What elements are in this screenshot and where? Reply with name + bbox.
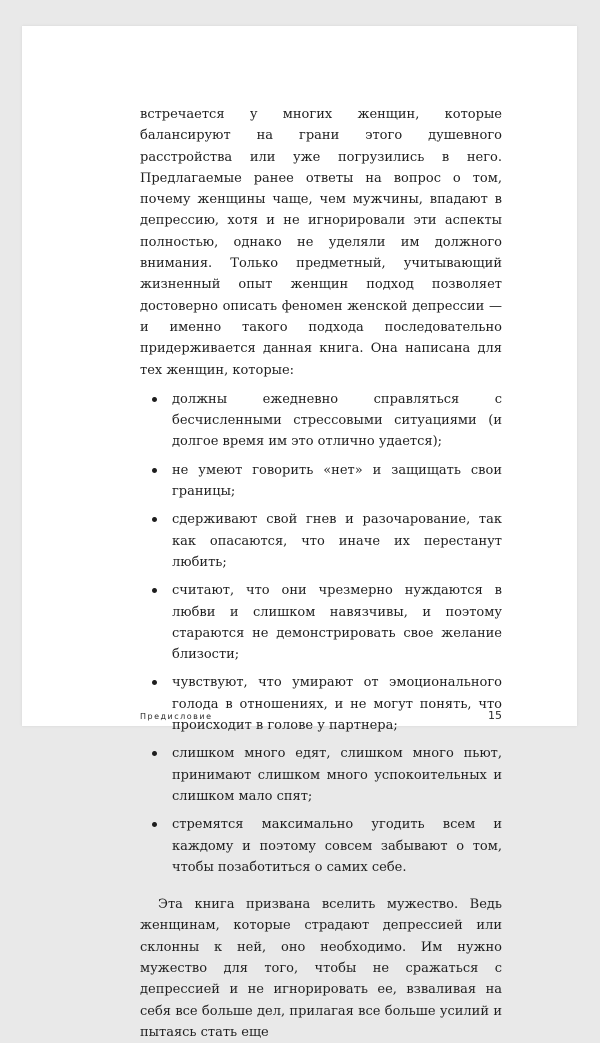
list-item xyxy=(140,509,502,573)
page-body xyxy=(140,104,502,1043)
list-item xyxy=(140,460,502,503)
list-item xyxy=(140,672,502,736)
running-footer-title: Предисловие xyxy=(140,712,213,721)
bullet-icon xyxy=(152,822,157,827)
list-item-text: считают, что они чрезмерно нуждаются в любви и слишком навязчивы, и поэтому стараются не демонстрировать свое желание близости; xyxy=(172,583,502,663)
list-item xyxy=(140,389,502,453)
list-item-text: стремятся максимально угодить всем и каждому и поэтому совсем забывают о том, чтобы позаботиться о самих себе. xyxy=(172,817,502,875)
bullet-icon xyxy=(152,751,157,756)
paragraph-2: Эта книга призвана вселить мужество. Ведь женщинам, которые страдают депрессией или склонны к ней, оно необходимо. Им нужно мужество для того, чтобы не сражаться с депрессией и не игнорировать ее, взваливая на себя все больше дел, прилагая все больше усилий и пытаясь стать еще xyxy=(140,897,502,1040)
bullet-icon xyxy=(152,468,157,473)
list-item-text: слишком много едят, слишком много пьют, принимают слишком много успокоительных и слишком мало спят; xyxy=(172,746,502,804)
bullet-icon xyxy=(152,397,157,402)
bullet-icon xyxy=(152,517,157,522)
list-item-text: сдерживают свой гнев и разочарование, так как опасаются, что иначе их перестанут любить; xyxy=(172,512,502,570)
list-item-text: не умеют говорить «нет» и защищать свои границы; xyxy=(172,462,502,500)
list-item xyxy=(140,743,502,807)
bullet-icon xyxy=(152,588,157,593)
list-item xyxy=(140,814,502,878)
page-number: 15 xyxy=(488,709,502,722)
bullet-list xyxy=(140,389,502,878)
list-item-text: должны ежедневно справляться с бесчисленными стрессовыми ситуациями (и долгое время им это отлично удается); xyxy=(172,391,502,450)
list-item xyxy=(140,580,502,665)
list-item-text: чувствуют, что умирают от эмоционального голода в отношениях, и не могут понять, что происходит в голове у партнера; xyxy=(172,675,502,734)
paragraph-1: встречается у многих женщин, которые балансируют на грани этого душевного расстройства или уже погрузились в него. Предлагаемые ранее ответы на вопрос о том, почему женщины чаще, чем мужчины, впадают в депрессию, хотя и не игнорировали эти аспекты полностью, однако не уделяли им должного внимания. Только предметный, учитывающий жизненный опыт женщин подход позволяет достоверно описать феномен женской депрессии — и именно такого подхода последовательно придерживается данная книга. Она написана для тех женщин, которые: xyxy=(140,107,502,378)
bullet-icon xyxy=(152,680,157,685)
book-page xyxy=(22,26,577,1040)
